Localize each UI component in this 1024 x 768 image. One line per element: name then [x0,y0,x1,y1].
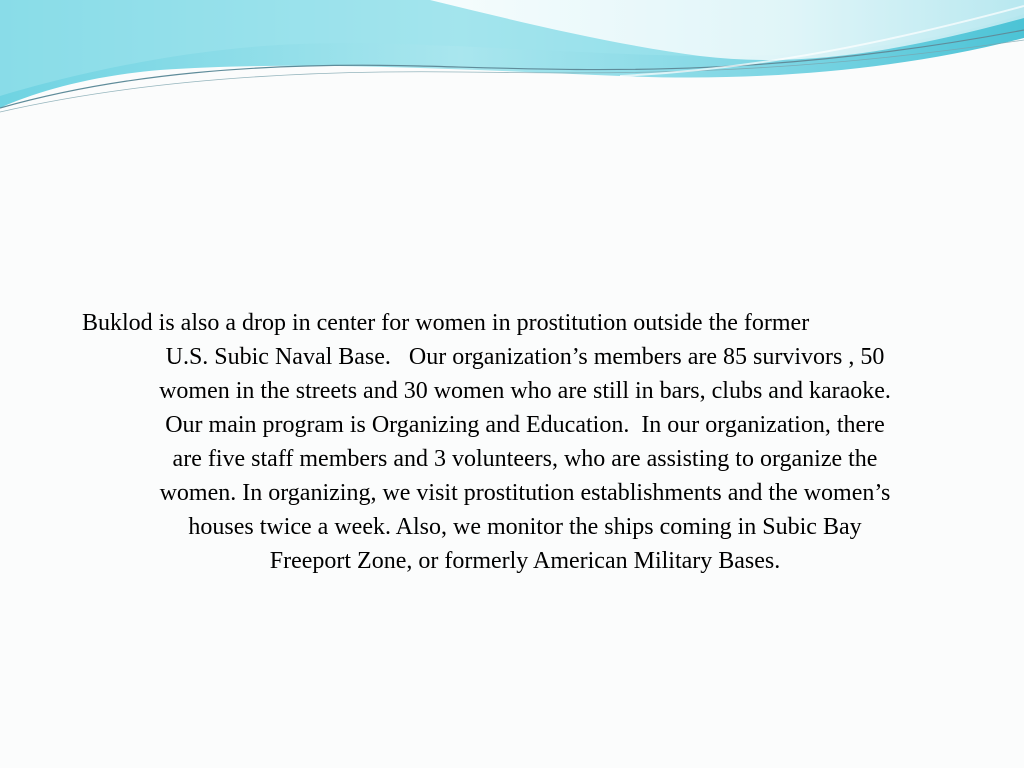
slide-body-text [80,306,970,578]
body-line: are five staff members and 3 volunteers, who are assisting to organize the [172,446,878,472]
body-line: U.S. Subic Naval Base. Our organization’s members are 85 survivors , 50 [165,344,885,370]
body-line: houses twice a week. Also, we monitor the ships coming in Subic Bay [188,514,862,540]
wave-header-graphic [0,0,1024,130]
body-line: Freeport Zone, or formerly American Military Bases. [269,548,781,574]
body-line: women. In organizing, we visit prostitution establishments and the women’s [159,480,891,506]
body-line: Our main program is Organizing and Education. In our organization, there [165,412,885,438]
body-line: women in the streets and 30 women who are still in bars, clubs and karaoke. [159,378,891,404]
body-line: Buklod is also a drop in center for women in prostitution outside the former [82,310,810,336]
